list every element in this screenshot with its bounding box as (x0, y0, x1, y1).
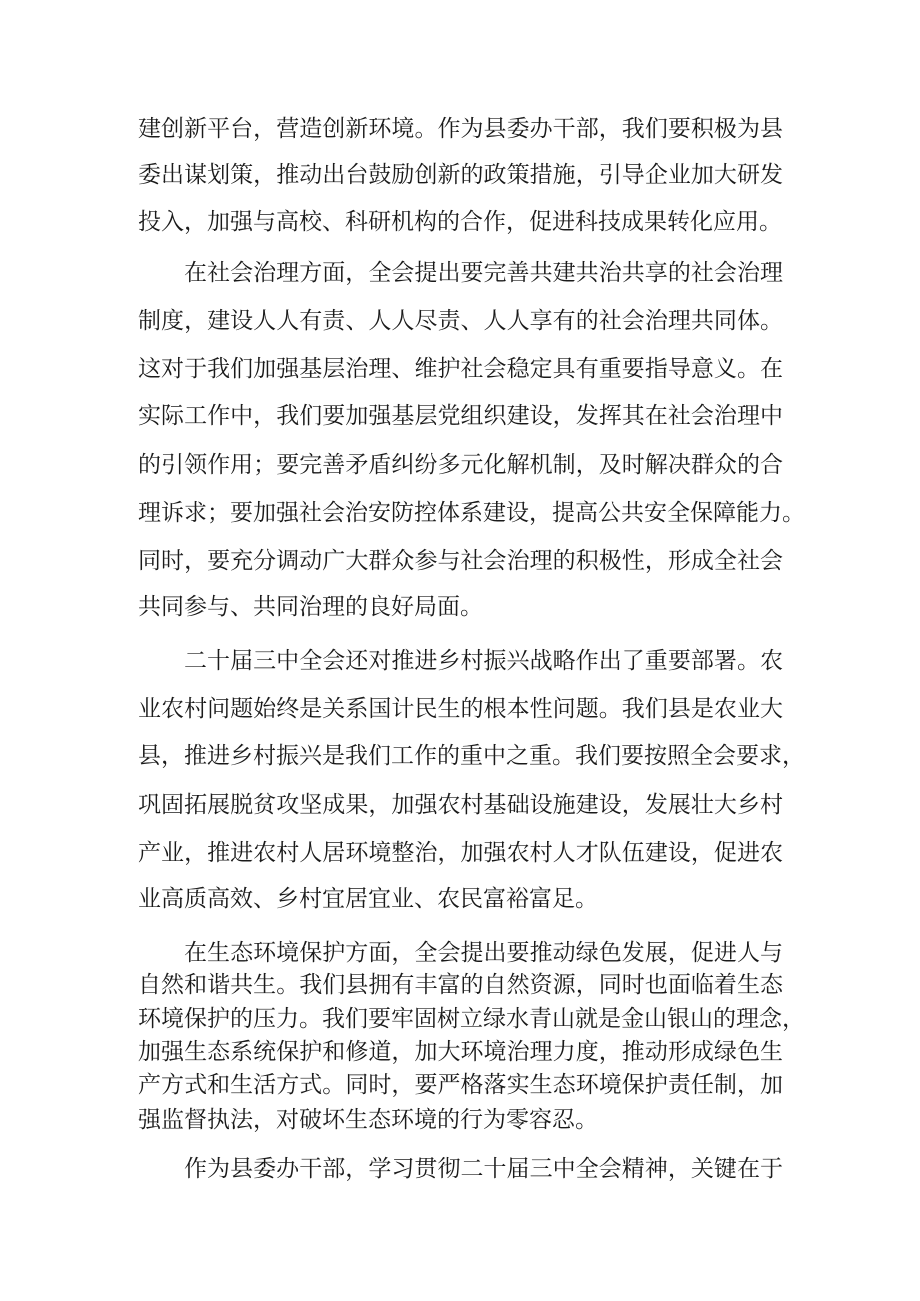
text-line: 加强生态系统保护和修道，加大环境治理力度，推动形成绿色生 (138, 1039, 783, 1065)
text-line: 巩固拓展脱贫攻坚成果，加强农村基础设施建设，发展壮大乡村 (138, 792, 783, 818)
paragraph-first-line: 二十届三中全会还对推进乡村振兴战略作出了重要部署。农 (184, 648, 783, 674)
paragraph-first-line: 作为县委办干部，学习贯彻二十届三中全会精神，关键在于 (184, 1156, 783, 1182)
text-line: 实际工作中，我们要加强基层党组织建设，发挥其在社会治理中 (138, 403, 783, 429)
text-line: 强监督执法，对破坏生态环境的行为零容忍。 (138, 1107, 598, 1133)
text-line: 县，推进乡村振兴是我们工作的重中之重。我们要按照全会要求， (138, 743, 805, 769)
text-line: 业农村问题始终是关系国计民生的根本性问题。我们县是农业大 (138, 696, 783, 722)
text-line: 共同参与、共同治理的良好局面。 (138, 594, 483, 620)
text-line: 同时，要充分调动广大群众参与社会治理的积极性，形成全社会 (138, 548, 783, 574)
text-line: 委出谋划策，推动出台鼓励创新的政策措施，引导企业加大研发 (138, 162, 783, 188)
text-line: 投入，加强与高校、科研机构的合作，促进科技成果转化应用。 (138, 209, 782, 235)
paragraph-first-line: 在生态环境保护方面，全会提出要推动绿色发展，促进人与 (184, 940, 783, 966)
text-line: 的引领作用；要完善矛盾纠纷多元化解机制，及时解决群众的合 (138, 452, 783, 478)
text-line: 制度，建设人人有责、人人尽责、人人享有的社会治理共同体。 (138, 308, 783, 334)
text-line: 产方式和生活方式。同时，要严格落实生态环境保护责任制，加 (138, 1072, 783, 1098)
text-line: 自然和谐共生。我们县拥有丰富的自然资源，同时也面临着生态 (138, 972, 783, 998)
paragraph-first-line: 在社会治理方面，全会提出要完善共建共治共享的社会治理 (184, 260, 783, 286)
text-line: 产业，推进农村人居环境整治，加强农村人才队伍建设，促进农 (138, 840, 783, 866)
text-line: 建创新平台，营造创新环境。作为县委办干部，我们要积极为县 (138, 116, 783, 142)
text-line: 环境保护的压力。我们要牢固树立绿水青山就是金山银山的理念， (138, 1006, 805, 1032)
text-line: 业高质高效、乡村宜居宜业、农民富裕富足。 (138, 886, 598, 912)
text-line: 这对于我们加强基层治理、维护社会稳定具有重要指导意义。在 (138, 356, 783, 382)
text-line: 理诉求；要加强社会治安防控体系建设，提高公共安全保障能力。 (138, 500, 805, 526)
